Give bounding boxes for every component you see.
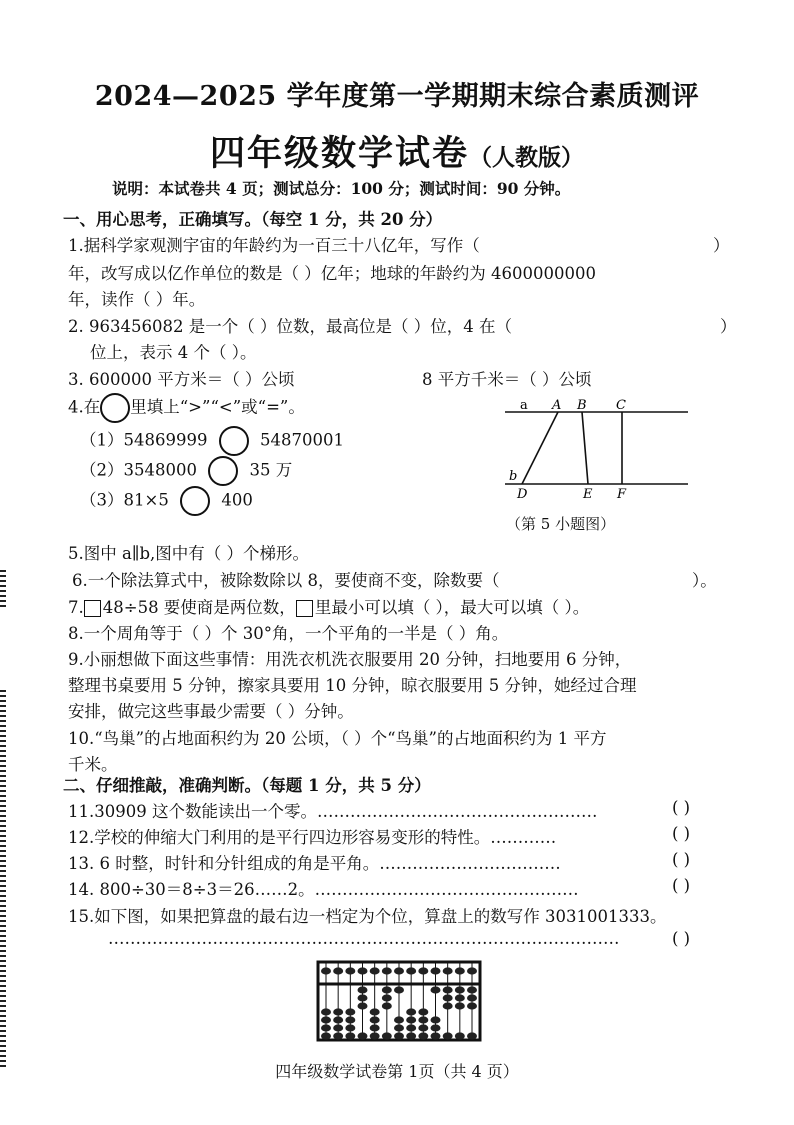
q4-item-3 <box>80 486 253 516</box>
exam-title: 2024—2025 学年度第一学期期末综合素质测评 <box>94 81 700 112</box>
judge-item-15: 15.如下图，如果把算盘的最右边一档定为个位，算盘上的数写作 3031001333。 <box>68 907 667 926</box>
abacus-lower-bead <box>455 986 465 993</box>
abacus-lower-bead <box>443 994 453 1001</box>
section2-heading: 二、仔细推敲，准确判断。（每题 1 分，共 5 分） <box>63 776 431 795</box>
abacus-lower-bead <box>370 1024 380 1031</box>
abacus-upper-bead <box>358 967 368 974</box>
q4-instruction <box>68 393 305 423</box>
abacus-lower-bead <box>321 1008 331 1015</box>
abacus-lower-bead <box>431 1024 441 1031</box>
abacus-lower-bead <box>467 994 477 1001</box>
parallel-lines-figure <box>500 396 690 502</box>
answer-circle-icon <box>180 486 210 516</box>
binding-edge-dots <box>0 690 6 1070</box>
exam-subtitle <box>0 126 794 176</box>
abacus-lower-bead <box>382 994 392 1001</box>
abacus-upper-bead <box>370 967 380 974</box>
q4-item-1-right: 54870001 <box>259 430 344 450</box>
q4-item-2-label: （2）3548000 <box>80 460 197 480</box>
abacus-lower-bead <box>394 1024 404 1031</box>
q1-line1-paren: ） <box>713 236 730 255</box>
abacus-lower-bead <box>418 1032 428 1039</box>
abacus-lower-bead <box>443 1002 453 1009</box>
judge-paren-12: ( ) <box>672 824 691 843</box>
abacus-lower-bead <box>333 1024 343 1031</box>
exam-description: 说明：本试卷共 4 页；测试总分：100 分；测试时间：90 分钟。 <box>112 179 571 198</box>
abacus-lower-bead <box>467 1032 477 1039</box>
abacus-lower-bead <box>333 1016 343 1023</box>
abacus-upper-bead <box>443 967 453 974</box>
judge-item-12: 12.学校的伸缩大门利用的是平行四边形容易变形的特性。………… <box>68 828 557 847</box>
q9-line1: 9.小丽想做下面这些事情：用洗衣机洗衣服要用 20 分钟，扫地要用 6 分钟， <box>68 650 632 669</box>
q5: 5.图中 a∥b,图中有（ ）个梯形。 <box>68 544 309 563</box>
abacus-upper-bead <box>455 967 465 974</box>
abacus-lower-bead <box>467 986 477 993</box>
abacus-lower-bead <box>455 1002 465 1009</box>
abacus-upper-bead <box>333 967 343 974</box>
abacus-upper-bead <box>321 967 331 974</box>
subtitle-edition: （人教版） <box>469 144 584 171</box>
q4-item-2 <box>80 456 292 486</box>
label-C: C <box>616 398 626 413</box>
q7-p2: 48÷58 要使商是两位数， <box>102 598 296 617</box>
compare-circle-icon <box>100 393 130 423</box>
blank-square-icon <box>84 600 101 617</box>
abacus-lower-bead <box>345 1008 355 1015</box>
label-b: b <box>509 469 518 484</box>
q4-item-3-label: （3）81×5 <box>80 490 169 510</box>
blank-square-icon <box>296 600 313 617</box>
q7-p1: 7. <box>68 598 84 617</box>
abacus-lower-bead <box>394 1032 404 1039</box>
q10-line1: 10.“鸟巢”的占地面积约为 20 公顷，（ ）个“鸟巢”的占地面积约为 1 平方 <box>68 729 607 748</box>
q6: 6.一个除法算式中，被除数除以 8，要使商不变，除数要（ <box>72 571 500 590</box>
q4-item-1 <box>80 426 344 456</box>
label-a: a <box>520 398 528 413</box>
answer-circle-icon <box>208 456 238 486</box>
abacus-lower-bead <box>467 1002 477 1009</box>
judge-item-15-dots: ………………………………………………………………………………… <box>108 929 620 948</box>
abacus-upper-bead <box>394 967 404 974</box>
abacus-lower-bead <box>418 1008 428 1015</box>
subtitle-main: 四年级数学试卷 <box>209 133 469 174</box>
q6-paren: ）。 <box>692 571 717 590</box>
abacus-lower-bead <box>382 986 392 993</box>
section1-heading: 一、用心思考，正确填写。（每空 1 分，共 20 分） <box>63 210 443 229</box>
figure-caption: （第 5 小题图） <box>506 515 616 533</box>
abacus-lower-bead <box>382 1002 392 1009</box>
abacus-lower-bead <box>418 1024 428 1031</box>
q4-item-1-label: （1）54869999 <box>80 430 208 450</box>
abacus-upper-bead <box>418 967 428 974</box>
q7 <box>68 594 589 618</box>
label-B: B <box>577 398 587 413</box>
judge-item-11: 11.30909 这个数能读出一个零。…………………………………………… <box>68 802 598 821</box>
abacus-lower-bead <box>345 1024 355 1031</box>
abacus-lower-bead <box>370 1032 380 1039</box>
abacus-upper-bead <box>467 967 477 974</box>
abacus-lower-bead <box>431 986 441 993</box>
judge-paren-15: ( ) <box>672 929 691 948</box>
abacus-lower-bead <box>382 1032 392 1039</box>
q4-item-3-right: 400 <box>221 490 253 510</box>
abacus-lower-bead <box>443 986 453 993</box>
abacus-lower-bead <box>358 994 368 1001</box>
judge-item-14: 14. 800÷30＝8÷3＝26……2。………………………………………… <box>68 880 579 899</box>
abacus-lower-bead <box>431 1032 441 1039</box>
q3-part-b: 8 平方千米＝（ ）公顷 <box>422 370 592 389</box>
abacus-lower-bead <box>394 986 404 993</box>
judge-paren-13: ( ) <box>672 850 691 869</box>
abacus-lower-bead <box>406 1032 416 1039</box>
label-E: E <box>583 487 593 502</box>
abacus-lower-bead <box>333 1032 343 1039</box>
q3-part-a: 3. 600000 平方米＝（ ）公顷 <box>68 370 295 389</box>
abacus-lower-bead <box>333 1008 343 1015</box>
label-F: F <box>617 487 627 502</box>
abacus-lower-bead <box>345 1016 355 1023</box>
abacus-upper-bead <box>345 967 355 974</box>
abacus-upper-bead <box>431 967 441 974</box>
abacus-upper-bead <box>406 967 416 974</box>
abacus-lower-bead <box>455 994 465 1001</box>
abacus-lower-bead <box>394 1016 404 1023</box>
abacus-lower-bead <box>406 1016 416 1023</box>
abacus-lower-bead <box>370 1016 380 1023</box>
abacus-upper-bead <box>382 967 392 974</box>
abacus-lower-bead <box>358 1002 368 1009</box>
abacus-lower-bead <box>321 1024 331 1031</box>
abacus-figure <box>316 960 482 1042</box>
q1-line1: 1.据科学家观测宇宙的年龄约为一百三十八亿年，写作（ <box>68 236 480 255</box>
abacus-lower-bead <box>370 1008 380 1015</box>
q7-p3: 里最小可以填（ ），最大可以填（ ）。 <box>314 598 590 617</box>
q2-line1: 2. 963456082 是一个（ ）位数，最高位是（ ）位，4 在（ <box>68 317 512 336</box>
abacus-lower-bead <box>406 1024 416 1031</box>
q2-line2: 位上，表示 4 个（ ）。 <box>90 343 257 362</box>
judge-paren-11: ( ) <box>672 798 691 817</box>
q9-line2: 整理书桌要用 5 分钟，擦家具要用 10 分钟，晾衣服要用 5 分钟，她经过合理 <box>68 676 637 695</box>
binding-edge-mark <box>0 570 6 610</box>
q1-line3: 年，读作（ ）年。 <box>68 290 206 309</box>
judge-paren-14: ( ) <box>672 876 691 895</box>
abacus-lower-bead <box>345 1032 355 1039</box>
judge-item-13: 13. 6 时整，时针和分针组成的角是平角。…………………………… <box>68 854 561 873</box>
abacus-lower-bead <box>455 1032 465 1039</box>
q4-item-2-right: 35 万 <box>249 460 293 480</box>
abacus-lower-bead <box>431 1016 441 1023</box>
q2-line1-paren: ） <box>720 317 737 336</box>
abacus-lower-bead <box>321 1016 331 1023</box>
abacus-lower-bead <box>321 1032 331 1039</box>
q1-line2: 年，改写成以亿作单位的数是（ ）亿年；地球的年龄约为 4600000000 <box>68 264 596 283</box>
q9-line3: 安排，做完这些事最少需要（ ）分钟。 <box>68 702 354 721</box>
abacus-lower-bead <box>418 1016 428 1023</box>
label-D: D <box>517 487 528 502</box>
abacus-lower-bead <box>406 1008 416 1015</box>
q4-post: 里填上“>”“<”或“=”。 <box>130 397 305 417</box>
page-footer: 四年级数学试卷第 1页（共 4 页） <box>275 1062 519 1081</box>
abacus-lower-bead <box>358 1032 368 1039</box>
answer-circle-icon <box>219 426 249 456</box>
abacus-lower-bead <box>358 986 368 993</box>
q8: 8.一个周角等于（ ）个 30°角，一个平角的一半是（ ）角。 <box>68 624 509 643</box>
q10-line2: 千米。 <box>68 755 118 774</box>
abacus-lower-bead <box>443 1032 453 1039</box>
q4-pre: 4.在 <box>68 397 101 417</box>
label-A: A <box>552 398 562 413</box>
